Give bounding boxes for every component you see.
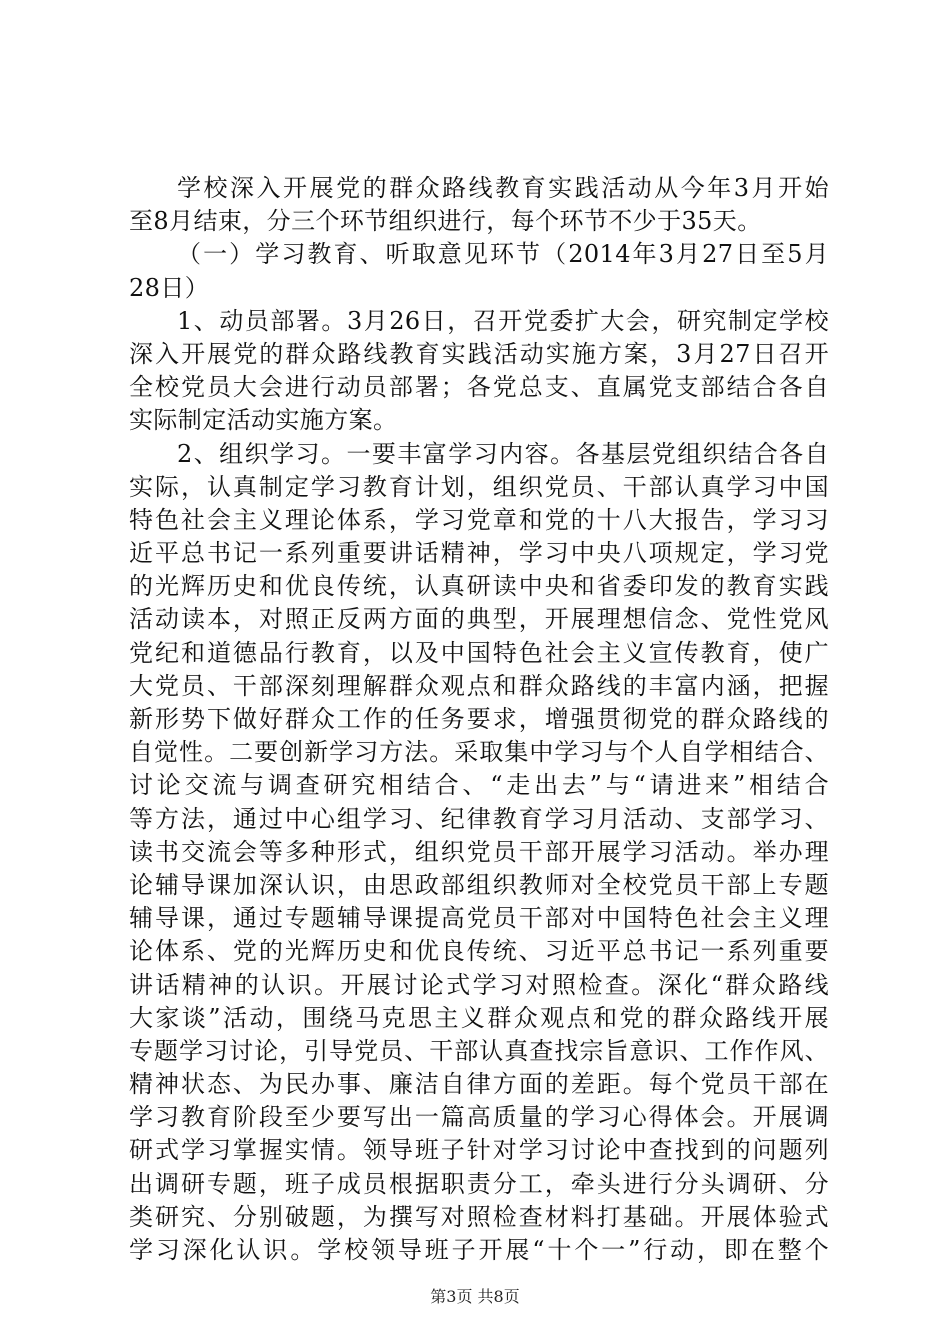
- text-line: 专题学习讨论，引导党员、干部认真查找宗旨意识、工作作风、: [129, 1036, 829, 1065]
- text-line: （一）学习教育、听取意见环节（2014年3月27日至5月: [177, 240, 829, 269]
- text-line: 特色社会主义理论体系，学习党章和党的十八大报告，学习习: [129, 505, 829, 534]
- text-line: 近平总书记一系列重要讲话精神，学习中央八项规定，学习党: [129, 539, 829, 568]
- text-line: 读书交流会等多种形式，组织党员干部开展学习活动。举办理: [129, 837, 829, 866]
- text-line: 1、动员部署。3月26日，召开党委扩大会，研究制定学校: [177, 306, 829, 335]
- text-line: 实际，认真制定学习教育计划，组织党员、干部认真学习中国: [129, 472, 829, 501]
- text-line: 辅导课，通过专题辅导课提高党员干部对中国特色社会主义理: [129, 904, 829, 933]
- text-line: 精神状态、为民办事、廉洁自律方面的差距。每个党员干部在: [129, 1070, 829, 1099]
- text-line: 出调研专题，班子成员根据职责分工，牵头进行分头调研、分: [129, 1169, 829, 1198]
- text-line: 新形势下做好群众工作的任务要求，增强贯彻党的群众路线的: [129, 705, 829, 733]
- text-line: 讲话精神的认识。开展讨论式学习对照检查。深化“群众路线: [129, 970, 829, 999]
- text-line: 大家谈”活动，围绕马克思主义群众观点和党的群众路线开展: [129, 1003, 829, 1032]
- text-line: 全校党员大会进行动员部署；各党总支、直属党支部结合各自: [129, 373, 829, 402]
- text-line: 的光辉历史和优良传统，认真研读中央和省委印发的教育实践: [129, 572, 829, 601]
- text-line: 学习深化认识。学校领导班子开展“十个一”行动，即在整个: [129, 1236, 829, 1264]
- text-line: 讨论交流与调查研究相结合、“走出去”与“请进来”相结合: [129, 771, 829, 800]
- text-line: 深入开展党的群众路线教育实践活动实施方案，3月27日召开: [129, 339, 829, 368]
- text-line: 等方法，通过中心组学习、纪律教育学习月活动、支部学习、: [129, 804, 829, 833]
- text-line: 2、组织学习。一要丰富学习内容。各基层党组织结合各自: [177, 439, 829, 468]
- text-line: 自觉性。二要创新学习方法。采取集中学习与个人自学相结合、: [129, 738, 829, 767]
- text-line: 学校深入开展党的群众路线教育实践活动从今年3月开始: [177, 174, 829, 202]
- text-line: 论体系、党的光辉历史和优良传统、习近平总书记一系列重要: [129, 937, 829, 966]
- text-line: 28日）: [129, 273, 210, 302]
- text-line: 至8月结束，分三个环节组织进行，每个环节不少于35天。: [129, 207, 762, 236]
- text-line: 研式学习掌握实情。领导班子针对学习讨论中查找到的问题列: [129, 1136, 829, 1165]
- page-footer: 第3页 共8页: [430, 1287, 520, 1306]
- text-line: 类研究、分别破题，为撰写对照检查材料打基础。开展体验式: [129, 1202, 829, 1231]
- text-line: 实际制定活动实施方案。: [129, 406, 398, 435]
- text-line: 论辅导课加深认识，由思政部组织教师对全校党员干部上专题: [129, 870, 829, 899]
- text-line: 党纪和道德品行教育，以及中国特色社会主义宣传教育，使广: [129, 638, 829, 667]
- body-text: [129, 172, 829, 1267]
- text-line: 活动读本，对照正反两方面的典型，开展理想信念、党性党风: [129, 605, 829, 634]
- text-line: 大党员、干部深刻理解群众观点和群众路线的丰富内涵，把握: [129, 671, 829, 700]
- text-line: 学习教育阶段至少要写出一篇高质量的学习心得体会。开展调: [129, 1103, 829, 1132]
